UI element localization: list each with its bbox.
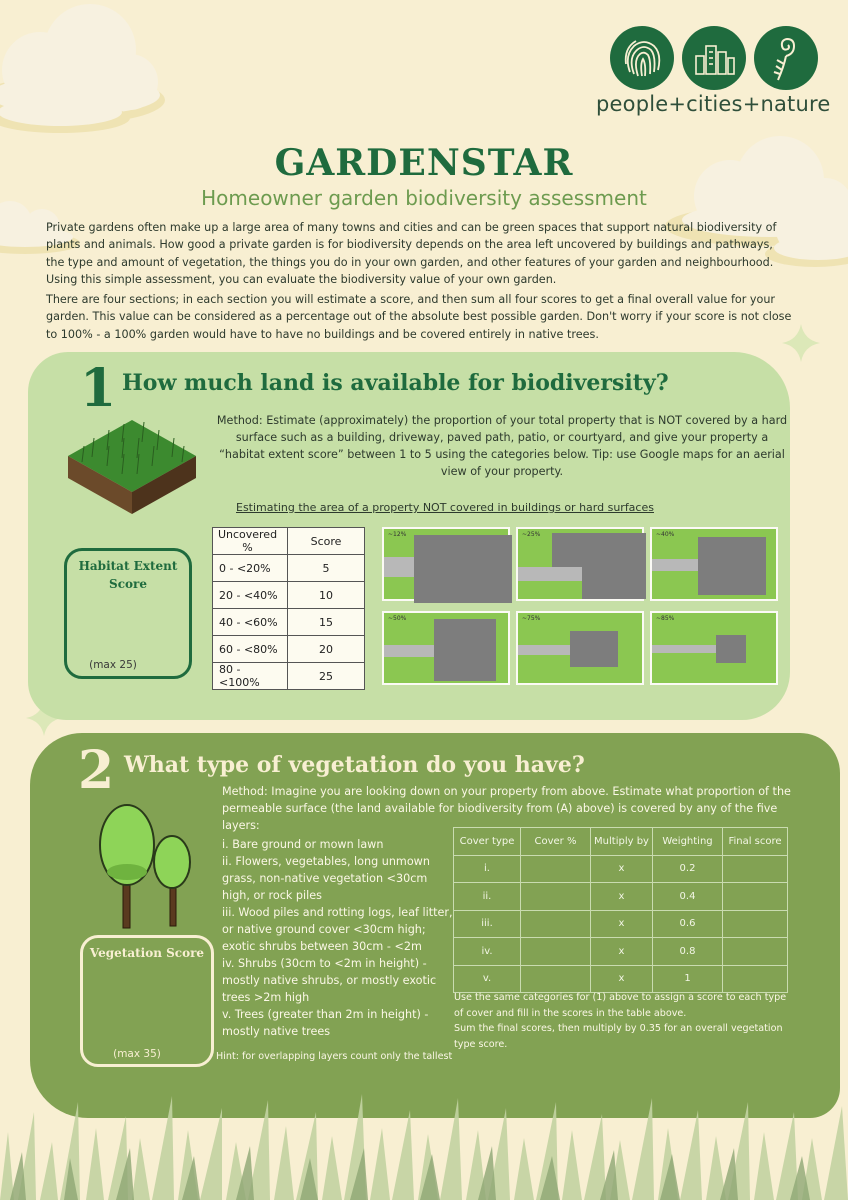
table-cell: i. — [454, 855, 521, 883]
table-cell: x — [591, 938, 653, 966]
cover-percent-input[interactable] — [521, 855, 591, 883]
grass-block-illustration — [62, 412, 202, 516]
habitat-extent-table — [212, 527, 365, 690]
table-row — [213, 582, 365, 609]
column-header: Cover % — [521, 828, 591, 856]
table-cell: 1 — [653, 965, 723, 993]
section-title: How much land is available for biodiversity? — [122, 370, 669, 396]
fingerprint-logo-icon — [610, 26, 674, 90]
house-shape — [414, 535, 512, 603]
column-header: Final score — [723, 828, 788, 856]
note-text: Sum the final scores, then multiply by 0.35 for an overall vegetation type score. — [454, 1023, 783, 1050]
final-score-input[interactable] — [723, 965, 788, 993]
note-text: Use the same categories for (1) above to assign a score to each type of cover and fill in the scores in the table above. — [454, 992, 787, 1019]
table-cell: 10 — [288, 582, 365, 609]
table-row — [454, 938, 788, 966]
section-number: 1 — [80, 358, 117, 419]
section-method: Method: Imagine you are looking down on your property from above. Estimate what proportion of the permeable surface (the land available for biodiversity from (A) above) is covered by any of the five layers: — [222, 785, 791, 832]
list-item: ii. Flowers, vegetables, long unmown grass, non-native vegetation <30cm high, or rock piles — [222, 855, 430, 902]
fern-logo-icon — [754, 26, 818, 90]
table-cell: 15 — [288, 609, 365, 636]
intro-paragraph: There are four sections; in each section you will estimate a score, and then sum all four scores to get a final overall value for your garden. This value can be considered as a percentage out of the absolute best possible garden. Don't worry if your score is not close to 100% - a 100% garden would have to have no buildings and be covered entirely in native trees. — [46, 293, 792, 341]
table-row — [213, 636, 365, 663]
path-shape — [518, 645, 570, 655]
path-shape — [652, 559, 700, 571]
score-label: Habitat Extent — [78, 559, 178, 573]
final-score-input[interactable] — [723, 883, 788, 911]
score-max: (max 35) — [113, 1048, 161, 1060]
table-cell: 40 - <60% — [213, 609, 288, 636]
table-cell: x — [591, 883, 653, 911]
section-number: 2 — [78, 740, 115, 801]
coverage-example-thumbnail — [382, 527, 510, 601]
table-row — [213, 663, 365, 690]
coverage-label: ~75% — [522, 615, 541, 622]
estimate-title: Estimating the area of a property NOT covered in buildings or hard surfaces — [236, 501, 654, 514]
section-method: Method: Estimate (approximately) the proportion of your total property that is NOT covered by a hard surface such as a building, driveway, paved path, patio, or courtyard, and give your property a “habitat extent score” between 1 to 5 using the categories below. Tip: use Google maps for an aerial view of your property. — [216, 414, 788, 478]
table-cell: v. — [454, 965, 521, 993]
score-max: (max 25) — [89, 659, 137, 671]
house-shape — [434, 619, 496, 681]
coverage-example-thumbnail — [650, 527, 778, 601]
list-item: i. Bare ground or mown lawn — [222, 838, 384, 851]
cover-percent-input[interactable] — [521, 883, 591, 911]
table-cell: 0.4 — [653, 883, 723, 911]
house-shape — [716, 635, 746, 663]
table-cell: iv. — [454, 938, 521, 966]
table-cell: 0.8 — [653, 938, 723, 966]
table-header-row — [454, 828, 788, 856]
column-header: Uncovered % — [213, 528, 288, 555]
coverage-example-thumbnail — [382, 611, 510, 685]
score-label: Score — [109, 577, 147, 591]
page-subtitle: Homeowner garden biodiversity assessment — [201, 186, 647, 210]
city-skyline-logo-icon — [682, 26, 746, 90]
table-row — [454, 965, 788, 993]
cover-percent-input[interactable] — [521, 938, 591, 966]
table-row — [454, 883, 788, 911]
table-cell: 0.2 — [653, 855, 723, 883]
list-item: v. Trees (greater than 2m in height) - mostly native trees — [222, 1008, 429, 1038]
trees-illustration — [92, 800, 202, 930]
column-header: Cover type — [454, 828, 521, 856]
house-shape — [552, 533, 582, 567]
vegetation-layer-list — [222, 836, 458, 1040]
table-row — [213, 609, 365, 636]
coverage-examples — [382, 527, 778, 691]
table-header-row — [213, 528, 365, 555]
house-shape — [570, 631, 618, 667]
vegetation-score-box[interactable] — [80, 935, 214, 1067]
table-cell: iii. — [454, 910, 521, 938]
coverage-label: ~85% — [656, 615, 675, 622]
section-title: What type of vegetation do you have? — [124, 752, 585, 778]
cover-percent-input[interactable] — [521, 965, 591, 993]
coverage-example-thumbnail — [516, 611, 644, 685]
intro-text — [46, 219, 792, 346]
coverage-example-thumbnail — [650, 611, 778, 685]
table-cell: 80 - <100% — [213, 663, 288, 690]
table-cell: 20 — [288, 636, 365, 663]
vegetation-notes — [454, 990, 788, 1052]
vegetation-score-table — [453, 827, 788, 993]
house-shape — [582, 533, 646, 599]
coverage-label: ~50% — [388, 615, 407, 622]
table-cell: 0.6 — [653, 910, 723, 938]
path-shape — [518, 567, 582, 581]
column-header: Multiply by — [591, 828, 653, 856]
coverage-label: ~25% — [522, 531, 541, 538]
list-item: iv. Shrubs (30cm to <2m in height) - mostly native shrubs, or mostly exotic trees >2m high — [222, 957, 437, 1004]
score-label: Vegetation Score — [89, 946, 205, 960]
table-cell: 60 - <80% — [213, 636, 288, 663]
column-header: Score — [288, 528, 365, 555]
hint-text: Hint: for overlapping layers count only the tallest — [216, 1051, 453, 1062]
table-cell: 0 - <20% — [213, 555, 288, 582]
coverage-example-thumbnail — [516, 527, 644, 601]
brand-tagline: people+cities+nature — [596, 92, 831, 116]
intro-paragraph: Private gardens often make up a large area of many towns and cities and can be green spaces that support natural biodiversity of plants and animals. How good a private garden is for biodiversity depends on the area left uncovered by buildings and pathways, the type and amount of vegetation, the things you do in your own garden, and other features of your garden and neighbourhood. Using this simple assessment, you can evaluate the biodiversity value of your own garden. — [46, 221, 777, 286]
table-cell: ii. — [454, 883, 521, 911]
habitat-extent-score-box[interactable] — [64, 548, 192, 679]
list-item: iii. Wood piles and rotting logs, leaf litter, or native ground cover <30cm high; exotic shrubs between 30cm - <2m — [222, 906, 453, 953]
table-cell: 5 — [288, 555, 365, 582]
house-shape — [698, 537, 766, 595]
path-shape — [384, 645, 436, 657]
column-header: Weighting — [653, 828, 723, 856]
grass-border-decoration — [0, 1072, 848, 1200]
table-cell: x — [591, 965, 653, 993]
table-cell: 20 - <40% — [213, 582, 288, 609]
cloud-left-decoration — [0, 40, 130, 135]
cover-percent-input[interactable] — [521, 910, 591, 938]
final-score-input[interactable] — [723, 910, 788, 938]
final-score-input[interactable] — [723, 938, 788, 966]
path-shape — [652, 645, 716, 653]
table-cell: x — [591, 855, 653, 883]
table-cell: 25 — [288, 663, 365, 690]
table-cell: x — [591, 910, 653, 938]
page-title: GARDENSTAR — [274, 142, 574, 184]
coverage-label: ~12% — [388, 531, 407, 538]
coverage-label: ~40% — [656, 531, 675, 538]
table-row — [213, 555, 365, 582]
table-row — [454, 910, 788, 938]
table-row — [454, 855, 788, 883]
path-shape — [384, 557, 414, 577]
final-score-input[interactable] — [723, 855, 788, 883]
